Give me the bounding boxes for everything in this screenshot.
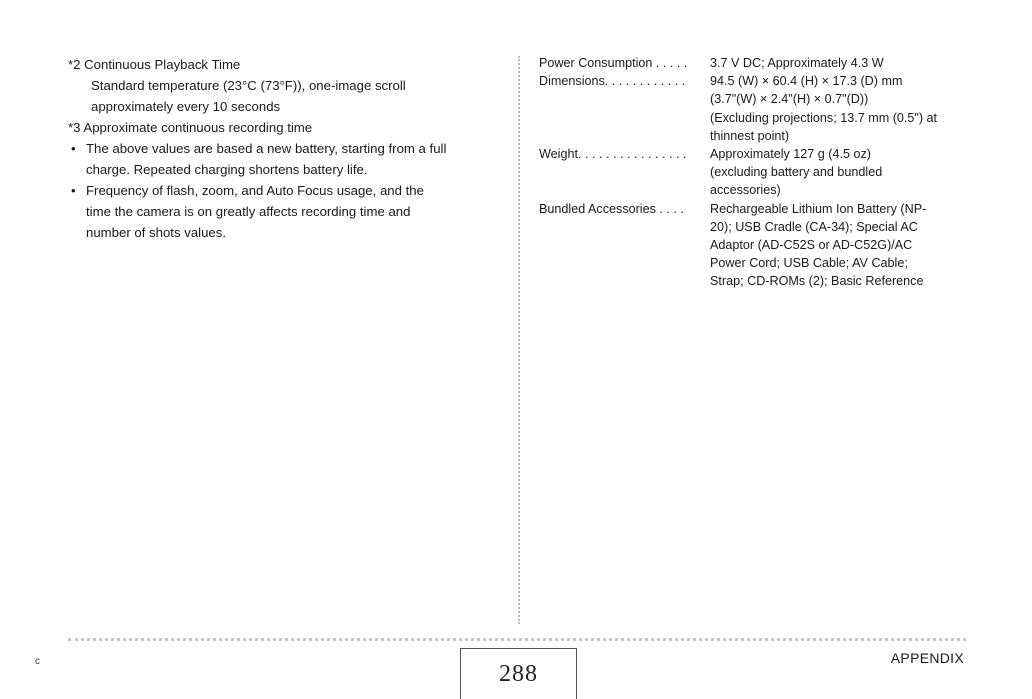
section-title: APPENDIX (890, 650, 964, 666)
bullet-item-usage (68, 180, 498, 243)
specifications-column (539, 54, 979, 291)
spec-label: Dimensions. . . . . . . . . . . . (539, 74, 686, 89)
footnote-2-heading: *2 Continuous Playback Time (68, 57, 241, 72)
spec-value-line: Approximately 127 g (4.5 oz) (710, 147, 872, 162)
spec-bundled-accessories (539, 200, 979, 291)
spec-value-line: 94.5 (W) × 60.4 (H) × 17.3 (D) mm (710, 74, 903, 89)
spec-weight (539, 145, 979, 200)
bullet-line: • Frequency of flash, zoom, and Auto Focus usage, and the (86, 183, 424, 198)
column-divider (518, 56, 520, 624)
bullet-line: • The above values are based a new battery, starting from a full (86, 141, 447, 156)
corner-mark: c (35, 656, 40, 667)
bullet-line: number of shots values. (86, 225, 227, 240)
spec-value-line: (3.7"(W) × 2.4"(H) × 0.7"(D)) (710, 92, 869, 107)
bullet-line: time the camera is on greatly affects recording time and (86, 204, 411, 219)
spec-value-line: Rechargeable Lithium Ion Battery (NP- (710, 201, 927, 216)
spec-value-line: 20); USB Cradle (CA-34); Special AC (710, 219, 918, 234)
spec-value-line: Adaptor (AD-C52S or AD-C52G)/AC (710, 238, 913, 253)
footer-rule (68, 638, 966, 641)
spec-value-line: accessories) (710, 183, 781, 198)
spec-power-consumption (539, 54, 979, 72)
spec-dimensions (539, 72, 979, 145)
spec-value-line: (Excluding projections; 13.7 mm (0.5") at (710, 110, 938, 125)
spec-value-line: Power Cord; USB Cable; AV Cable; (710, 256, 908, 271)
spec-value-line: thinnest point) (710, 128, 790, 143)
spec-label: Weight. . . . . . . . . . . . . . . . (539, 147, 687, 162)
bullet-item-battery (68, 138, 498, 180)
page-number: 288 (460, 648, 577, 699)
spec-value-line: (excluding battery and bundled (710, 165, 883, 180)
footnotes-column (68, 54, 498, 243)
footnote-2-line-1: Standard temperature (23°C (73°F)), one-image scroll (91, 78, 406, 93)
spec-value-line: 3.7 V DC; Approximately 4.3 W (710, 56, 884, 70)
spec-label: Bundled Accessories . . . . (539, 201, 684, 216)
spec-label: Power Consumption . . . . . (539, 56, 688, 70)
footnote-3-heading: *3 Approximate continuous recording time (68, 120, 313, 135)
spec-value-line: Strap; CD-ROMs (2); Basic Reference (710, 274, 924, 289)
footnote-2-line-2: approximately every 10 seconds (91, 99, 281, 114)
bullet-line: charge. Repeated charging shortens battery life. (86, 162, 368, 177)
